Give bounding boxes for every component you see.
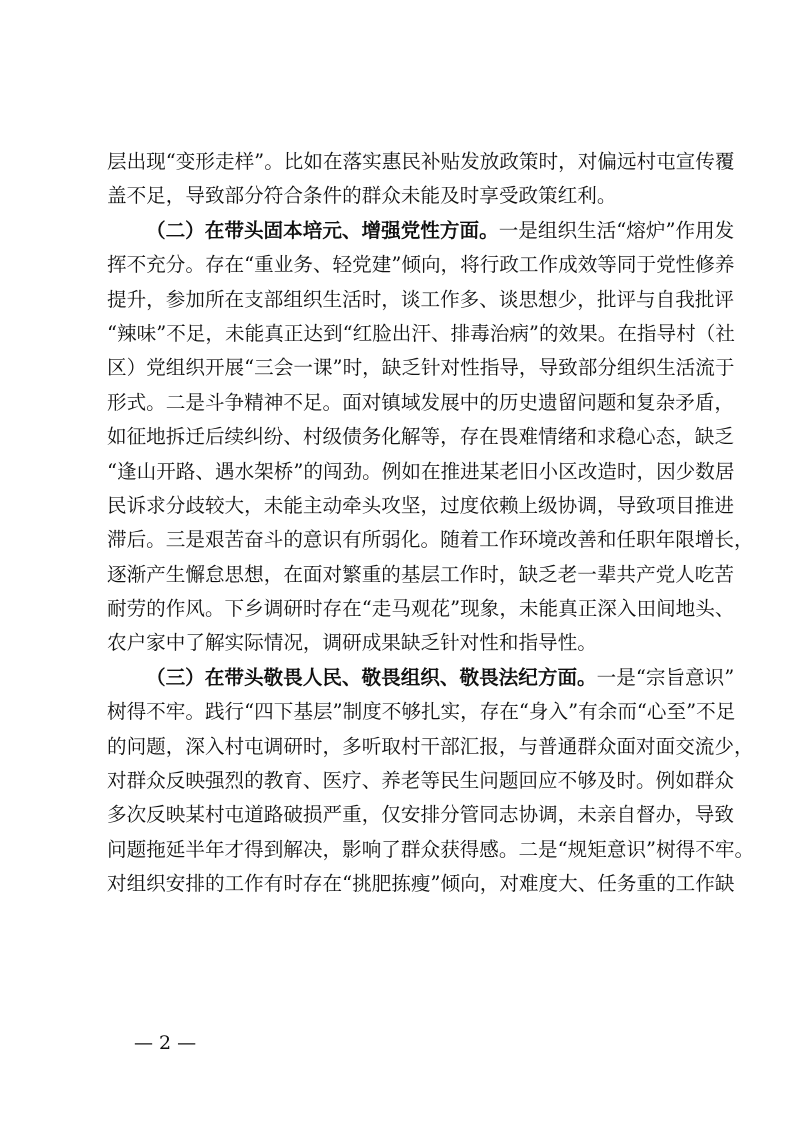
text-line: 盖不足，导致部分符合条件的群众未能及时享受政策红利。 xyxy=(107,184,617,208)
text-line: 滞后。三是艰苦奋斗的意识有所弱化。随着工作环境改善和任职年限增长， xyxy=(107,528,754,552)
page-number: — 2 — xyxy=(134,1032,197,1054)
text-line: 逐渐产生懈怠思想，在面对繁重的基层工作时，缺乏老一辈共产党人吃苦 xyxy=(107,562,734,586)
text-line: 形式。二是斗争精神不足。面对镇域发展中的历史遗留问题和复杂矛盾， xyxy=(107,390,734,414)
text-run: 一是“宗旨意识” xyxy=(596,665,735,689)
text-line: 区）党组织开展“三会一课”时，缺乏针对性指导，导致部分组织生活流于 xyxy=(107,356,735,380)
section-heading: （二）在带头固本培元、增强党性方面。 xyxy=(146,218,499,242)
text-line: 提升，参加所在支部组织生活时，谈工作多、谈思想少，批评与自我批评 xyxy=(107,287,734,311)
text-line: 对组织安排的工作有时存在“挑肥拣瘦”倾向，对难度大、任务重的工作缺 xyxy=(107,872,735,896)
text-line: 对群众反映强烈的教育、医疗、养老等民生问题回应不够及时。例如群众 xyxy=(107,769,734,793)
text-line: 民诉求分歧较大，未能主动牵头攻坚，过度依赖上级协调，导致项目推进 xyxy=(107,493,734,517)
text-run: 一是组织生活“熔炉”作用发 xyxy=(498,218,735,242)
text-line: “辣味”不足，未能真正达到“红脸出汗、排毒治病”的效果。在指导村（社 xyxy=(107,321,735,345)
text-line: 问题拖延半年才得到解决，影响了群众获得感。二是“规矩意识”树得不牢。 xyxy=(107,837,755,861)
text-line xyxy=(107,214,735,248)
text-line: 树得不牢。践行“四下基层”制度不够扎实，存在“身入”有余而“心至”不足 xyxy=(107,700,736,724)
body-text xyxy=(107,145,755,902)
text-line: “逢山开路、遇水架桥”的闯劲。例如在推进某老旧小区改造时，因少数居 xyxy=(107,459,735,483)
text-line: 层出现“变形走样”。比如在落实惠民补贴发放政策时，对偏远村屯宣传覆 xyxy=(107,150,735,173)
paragraph-2 xyxy=(107,214,754,661)
paragraph-1 xyxy=(107,145,735,214)
text-line: 农户家中了解实际情况，调研成果缺乏针对性和指导性。 xyxy=(107,631,597,655)
paragraph-3 xyxy=(107,661,755,902)
text-line: 的问题，深入村屯调研时，多听取村干部汇报，与普通群众面对面交流少， xyxy=(107,734,754,758)
section-heading: （三）在带头敬畏人民、敬畏组织、敬畏法纪方面。 xyxy=(146,665,597,689)
text-line: 如征地拆迁后续纠纷、村级债务化解等，存在畏难情绪和求稳心态，缺乏 xyxy=(107,425,734,449)
text-line: 多次反映某村屯道路破损严重，仅安排分管同志协调，未亲自督办，导致 xyxy=(107,803,734,827)
text-line: 挥不充分。存在“重业务、轻党建”倾向，将行政工作成效等同于党性修养 xyxy=(107,253,735,277)
text-line: 耐劳的作风。下乡调研时存在“走马观花”现象，未能真正深入田间地头、 xyxy=(107,597,735,621)
text-line xyxy=(107,661,735,695)
